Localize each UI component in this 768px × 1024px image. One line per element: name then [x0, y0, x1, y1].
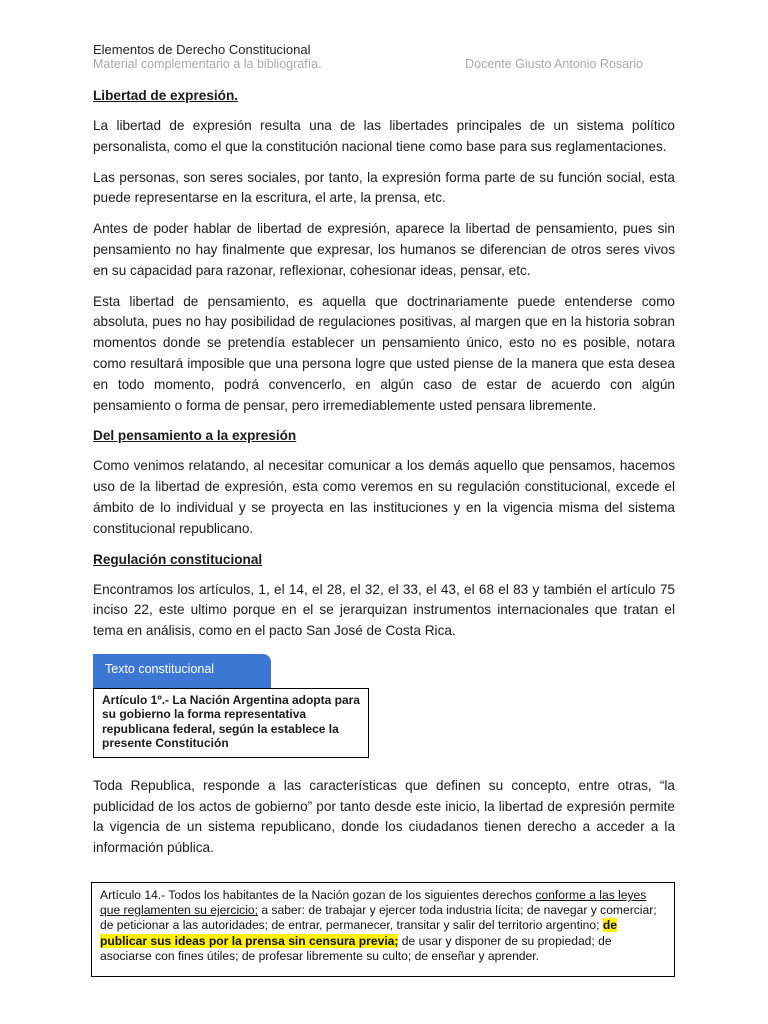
paragraph: Como venimos relatando, al necesitar comunicar a los demás aquello que pensamos, hacemos uso de la libertad de expresión, esta como veremos en su regulación constitucional, excede el ámbito de lo individual y se proyecta en las instituciones y en la vigencia misma del sistema constitucional republicano. [93, 458, 675, 536]
texto-constitucional-tab: Texto constitucional [93, 654, 271, 690]
article-14-box [91, 882, 675, 977]
article-1-box: Artículo 1º.- La Nación Argentina adopta para su gobierno la forma representativa republicana federal, según la establece la presente Constitución [93, 688, 369, 758]
paragraph: Las personas, son seres sociales, por tanto, la expresión forma parte de su función social, esta puede representarse en la escritura, el arte, la prensa, etc. [93, 169, 675, 206]
page-header [93, 42, 653, 72]
header-subtitle-row [93, 57, 653, 72]
heading-regulacion-constitucional: Regulación constitucional [93, 551, 263, 567]
article-14-highlight: de publicar sus ideas por la prensa sin censura previa; [100, 918, 617, 948]
article-14-text: de usar y disponer de su propiedad; de asociarse con fines útiles; de profesar libremente su culto; de enseñar y aprender. [100, 933, 612, 963]
article-14-text: a saber: de trabajar y ejercer toda industria lícita; de navegar y comerciar; de peticionar a las autoridades; de entrar, permanecer, transitar y salir del territorio argentino; [100, 903, 657, 933]
paragraph: Antes de poder hablar de libertad de expresión, aparece la libertad de pensamiento, pues sin pensamiento no hay finalmente que expresar, los humanos se diferencian de otros seres vivos en su capacidad para razonar, reflexionar, cohesionar ideas, pensar, etc. [93, 221, 675, 278]
paragraph: Encontramos los artículos, 1, el 14, el 28, el 32, el 33, el 43, el 68 el 83 y también el artículo 75 inciso 22, este ultimo porque en el se jerarquizan instrumentos internacionales que tratan el tema en análisis, como en el pacto San José de Costa Rica. [93, 581, 675, 639]
paragraph: Esta libertad de pensamiento, es aquella que doctrinariamente puede entenderse como absoluta, pues no hay posibilidad de regulaciones positivas, al margen que en la historia sobran momentos donde se pretendía establecer un pensamiento único, esto no es posible, notara como resultará imposible que una persona logre que usted piense de la manera que esta desea en todo momento, podrá convencerlo, en algún caso de estar de acuerdo con algún pensamiento o forma de pensar, pero irremediablemente usted pensara libremente. [93, 293, 675, 413]
material-note: Material complementario a la bibliografía. [93, 57, 322, 71]
course-title: Elementos de Derecho Constitucional [93, 42, 311, 57]
article-14-text: Artículo 14.- Todos los habitantes de la Nación gozan de los siguientes derechos [100, 888, 536, 902]
document-body [93, 86, 675, 869]
heading-libertad-expresion: Libertad de expresión. [93, 88, 239, 103]
teacher-name: Docente Giusto Antonio Rosario [465, 57, 643, 71]
article-14-underlined: conforme a las leyes que reglamenten su ejercicio; [100, 888, 647, 918]
paragraph: La libertad de expresión resulta una de las libertades principales de un sistema político personalista, como el que la constitución nacional tiene como base para sus reglamentaciones. [93, 118, 675, 154]
heading-pensamiento-expresion: Del pensamiento a la expresión [93, 428, 297, 444]
paragraph: Toda Republica, responde a las características que definen su concepto, entre otras, “la publicidad de los actos de gobierno” por tanto desde este inicio, la libertad de expresión permite la vigencia de un sistema republicano, donde los ciudadanos tienen derecho a acceder a la información pública. [93, 777, 675, 856]
